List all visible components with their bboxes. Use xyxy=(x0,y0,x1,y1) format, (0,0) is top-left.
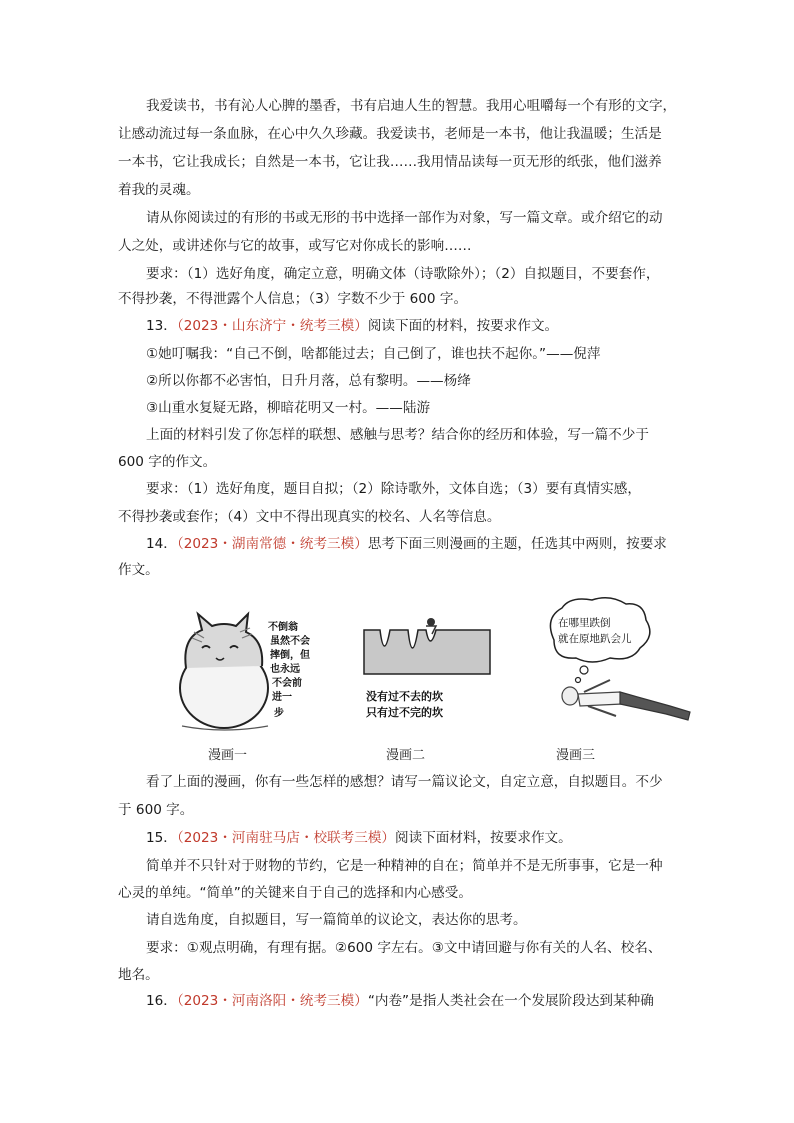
question-source: （2023・河南驻马店・校联考三模） xyxy=(176,830,396,846)
text-line: 让感动流过每一条血脉，在心中久久珍藏。我爱读书，老师是一本书，他让我温暖；生活是 xyxy=(118,126,662,142)
text-line: 要求：（1）选好角度，题目自拟；（2）除诗歌外，文体自选；（3）要有真情实感， xyxy=(146,481,641,497)
question-number: 15． xyxy=(146,830,177,846)
question-13-heading xyxy=(146,316,678,336)
text-line: 一本书，它让我成长；自然是一本书，它让我……我用情品读每一页无形的纸张，他们滋养 xyxy=(118,154,662,170)
text-line: 地名。 xyxy=(118,967,159,983)
question-number: 14． xyxy=(146,536,177,552)
comic-caption: 漫画三 xyxy=(556,748,596,763)
question-number: 13． xyxy=(146,318,177,334)
comic-pits xyxy=(362,612,492,724)
person-shirt xyxy=(578,692,622,706)
comic-caption: 漫画一 xyxy=(208,748,248,763)
question-number: 16． xyxy=(146,993,177,1009)
text-line: 600 字的作文。 xyxy=(118,454,217,470)
question-15-heading xyxy=(146,828,678,848)
comic-text-line: 没有过不去的坎 xyxy=(366,690,443,703)
comic-tumbler-cat xyxy=(172,608,312,733)
question-16-heading xyxy=(146,991,678,1011)
question-instruction: “内卷”是指人类社会在一个发展阶段达到某种确 xyxy=(367,993,654,1009)
text-line: 要求：①观点明确，有理有据。②600 字左右。③文中请回避与你有关的人名、校名、 xyxy=(146,940,662,956)
comic-lying-person xyxy=(540,596,698,730)
text-line: 请自选角度，自拟题目，写一篇简单的议论文，表达你的思考。 xyxy=(146,912,527,928)
text-line: 不得抄袭或套作；（4）文中不得出现真实的校名、人名等信息。 xyxy=(118,509,501,525)
terrain-ground xyxy=(364,630,490,674)
text-line: 作文。 xyxy=(118,562,159,578)
comic-text-line: 就在原地趴会儿 xyxy=(558,633,632,645)
comic-text-line: 在哪里跌倒 xyxy=(558,617,611,629)
text-line: 请从你阅读过的有形的书或无形的书中选择一部作为对象，写一篇文章。或介绍它的动 xyxy=(146,210,663,226)
bubble-dot xyxy=(580,666,588,674)
question-source: （2023・湖南常德・统考三模） xyxy=(176,536,368,552)
text-line: 人之处，或讲述你与它的故事，或写它对你成长的影响…… xyxy=(118,238,472,254)
comic-text-line: 虽然不会 xyxy=(270,636,310,647)
question-instruction: 阅读下面的材料，按要求作文。 xyxy=(367,318,559,334)
question-source: （2023・河南洛阳・统考三模） xyxy=(176,993,368,1009)
question-instruction: 阅读下面材料，按要求作文。 xyxy=(395,830,572,846)
text-line: 上面的材料引发了你怎样的联想、感触与思考？结合你的经历和体验，写一篇不少于 xyxy=(146,427,649,443)
comic-text-line: 进一 xyxy=(272,692,292,703)
thought-bubble xyxy=(550,598,649,662)
person-head xyxy=(562,687,578,705)
person-legs xyxy=(620,692,690,720)
tiny-figure-icon xyxy=(427,618,435,626)
text-line: 不得抄袭，不得泄露个人信息；（3）字数不少于 600 字。 xyxy=(118,291,468,307)
comic-text-line: 摔倒，但 xyxy=(270,650,310,661)
comic-text-line: 不会前 xyxy=(272,678,302,689)
text-line: 我爱读书，书有沁人心脾的墨香，书有启迪人生的智慧。我用心咀嚼每一个有形的文字， xyxy=(146,98,677,114)
question-source: （2023・山东济宁・统考三模） xyxy=(176,318,368,334)
text-line: 要求：（1）选好角度，确定立意，明确文体（诗歌除外）；（2）自拟题目，不要套作， xyxy=(146,266,660,282)
quote-line: ①她叮嘱我：“自己不倒，啥都能过去；自己倒了，谁也扶不起你。”——倪萍 xyxy=(146,346,601,362)
bubble-dot xyxy=(576,678,581,683)
quote-line: ②所以你都不必害怕，日升月落，总有黎明。——杨绛 xyxy=(146,373,471,389)
question-instruction: 思考下面三则漫画的主题，任选其中两则，按要求 xyxy=(367,536,667,552)
text-line: 简单并不只针对于财物的节约，它是一种精神的自在；简单并不是无所事事，它是一种 xyxy=(146,858,663,874)
text-line: 看了上面的漫画，你有一些怎样的感想？请写一篇议论文，自定立意，自拟题目。不少 xyxy=(146,774,663,790)
text-line: 于 600 字。 xyxy=(118,802,194,818)
comic-text-line: 也永远 xyxy=(270,664,300,675)
comic-text-line: 步 xyxy=(274,708,284,719)
comic-text-line: 不倒翁 xyxy=(268,622,298,633)
question-14-heading xyxy=(146,534,678,554)
quote-line: ③山重水复疑无路，柳暗花明又一村。——陆游 xyxy=(146,400,431,416)
text-line: 心灵的单纯。“简单”的关键来自于自己的选择和内心感受。 xyxy=(118,885,472,901)
comic-text-line: 只有过不完的坎 xyxy=(366,706,443,719)
cat-head-shape xyxy=(185,614,262,668)
text-line: 着我的灵魂。 xyxy=(118,182,200,198)
comic-caption: 漫画二 xyxy=(386,748,426,763)
